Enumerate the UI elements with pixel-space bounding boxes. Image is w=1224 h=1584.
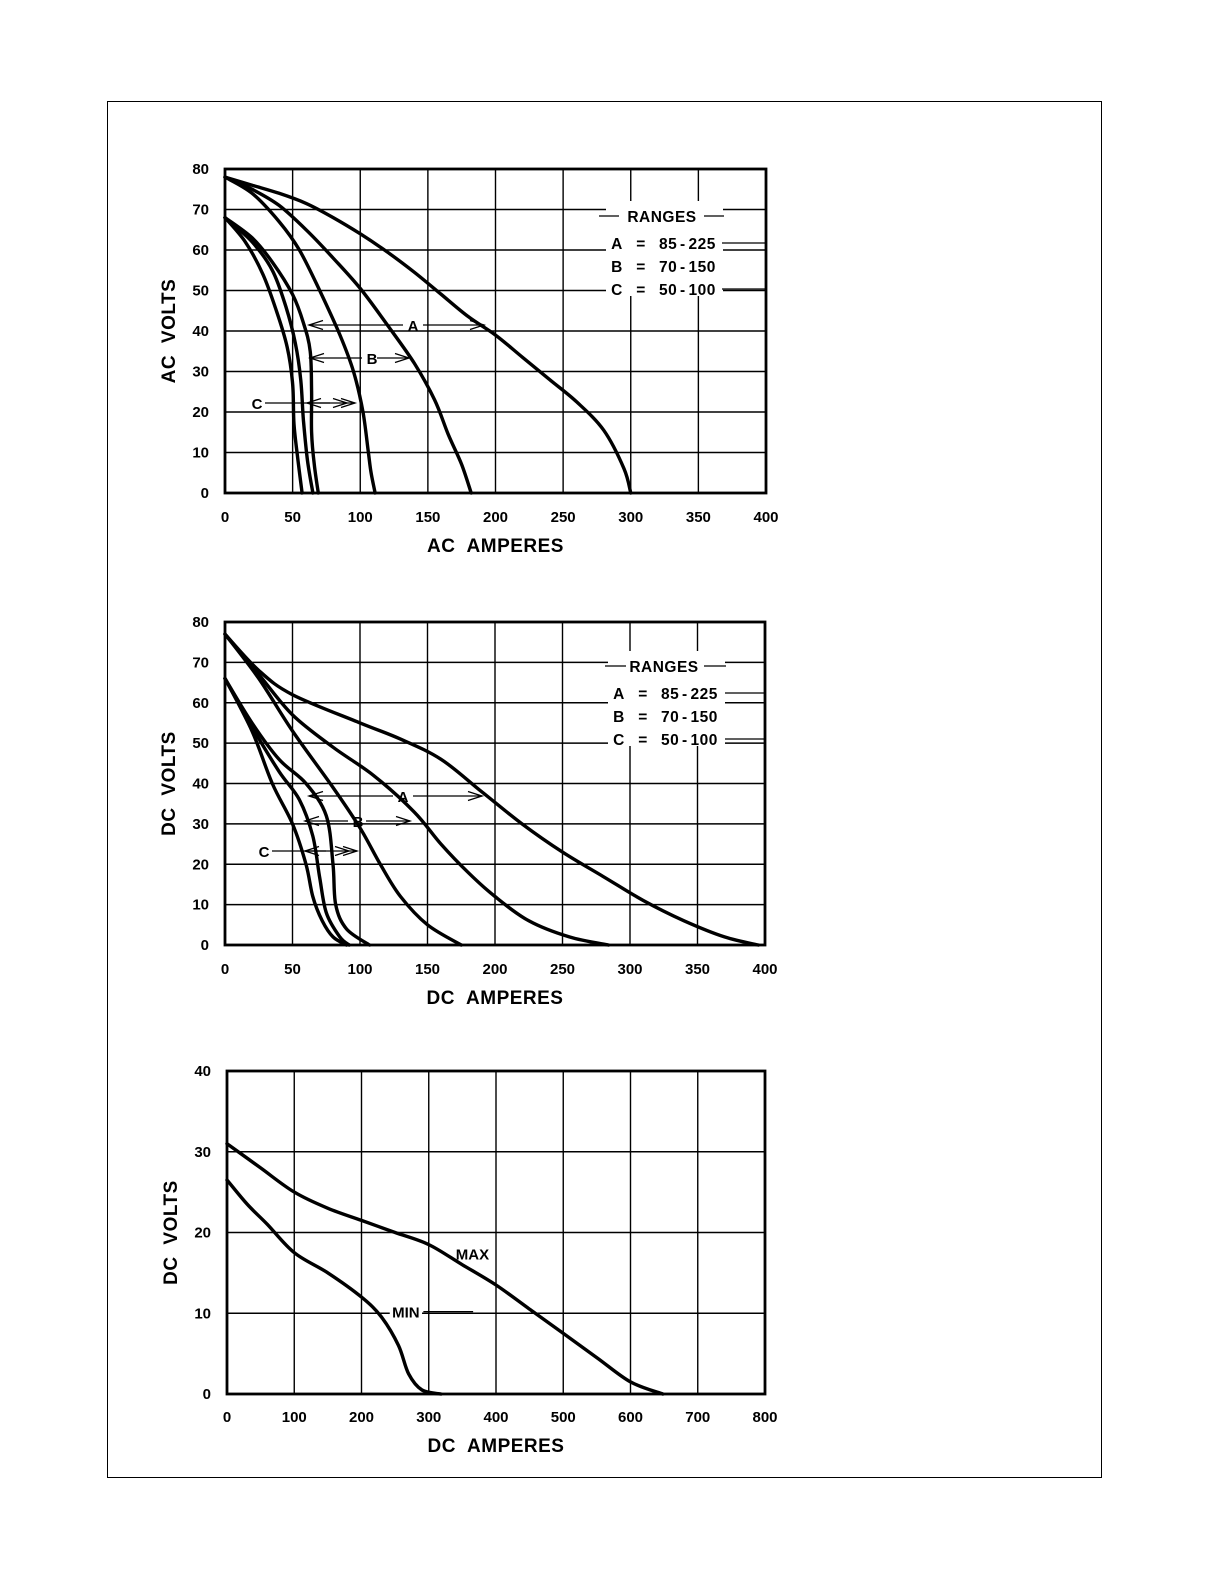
- y-tick-label: 70: [192, 654, 209, 672]
- y-tick-label: 40: [192, 323, 209, 340]
- x-tick-label: 200: [348, 1409, 375, 1426]
- y-tick-label: 10: [194, 1305, 211, 1323]
- x-tick-label: 0: [220, 961, 230, 978]
- legend-letter-a: A: [611, 236, 623, 253]
- legend-equals: =: [636, 259, 646, 276]
- x-tick-label: 250: [549, 961, 576, 978]
- legend-title: RANGES: [627, 209, 697, 226]
- legend-range-a: 85 - 225: [661, 686, 718, 703]
- y-tick-label: 30: [192, 363, 209, 381]
- x-axis-title: AC AMPERES: [427, 536, 564, 557]
- x-axis-title: DC AMPERES: [427, 1436, 565, 1457]
- x-tick-label: 100: [347, 509, 373, 526]
- annotation-label-b: B: [352, 814, 364, 831]
- x-tick-label: 500: [550, 1409, 576, 1426]
- annotation-label-a: A: [397, 789, 409, 806]
- legend-title: RANGES: [629, 659, 699, 676]
- legend-range-b: 70 - 150: [659, 259, 716, 276]
- y-tick-label: 70: [192, 201, 209, 219]
- x-tick-label: 100: [347, 961, 373, 978]
- x-tick-label: 600: [617, 1409, 644, 1426]
- legend-range-c: 50 - 100: [661, 732, 718, 749]
- legend-equals: =: [638, 732, 648, 749]
- legend-letter-a: A: [613, 686, 625, 703]
- legend-letter-b: B: [613, 709, 625, 726]
- x-axis-title: DC AMPERES: [426, 988, 564, 1009]
- x-tick-label: 150: [415, 509, 441, 526]
- y-tick-label: 50: [192, 282, 209, 300]
- y-tick-label: 10: [192, 896, 209, 914]
- x-tick-label: 0: [220, 509, 230, 526]
- x-tick-label: 0: [222, 1409, 232, 1426]
- y-tick-label: 10: [192, 444, 209, 462]
- x-tick-label: 700: [685, 1409, 711, 1426]
- x-tick-label: 150: [414, 961, 441, 978]
- x-tick-label: 800: [752, 1409, 778, 1426]
- legend-equals: =: [636, 236, 646, 253]
- series-line-max: [227, 1144, 663, 1394]
- y-axis-title: DC VOLTS: [161, 1180, 182, 1285]
- legend-range-c: 50 - 100: [659, 282, 716, 299]
- annotation-label-c: C: [251, 396, 263, 413]
- x-tick-label: 50: [284, 509, 301, 526]
- y-tick-label: 20: [192, 404, 209, 421]
- y-tick-label: 20: [192, 856, 209, 874]
- y-tick-label: 50: [192, 735, 209, 753]
- legend-range-a: 85 - 225: [659, 236, 716, 253]
- y-tick-label: 0: [200, 937, 209, 954]
- y-tick-label: 60: [192, 242, 209, 259]
- x-tick-label: 50: [284, 961, 301, 978]
- x-tick-label: 200: [482, 961, 508, 978]
- legend-equals: =: [636, 282, 646, 299]
- legend-letter-c: C: [613, 732, 625, 749]
- legend-range-b: 70 - 150: [661, 709, 718, 726]
- annotation-label-c: C: [258, 844, 270, 861]
- annotation-label-b: B: [366, 351, 378, 368]
- annotation-label-a: A: [407, 318, 419, 335]
- x-tick-label: 250: [550, 509, 576, 526]
- y-tick-label: 0: [200, 485, 209, 502]
- x-tick-label: 400: [483, 1409, 509, 1426]
- series-label-min: MIN: [392, 1304, 420, 1322]
- x-tick-label: 100: [281, 1409, 307, 1426]
- legend-letter-c: C: [611, 282, 623, 299]
- x-tick-label: 350: [684, 961, 711, 978]
- y-tick-label: 80: [192, 161, 209, 178]
- y-tick-label: 80: [192, 614, 209, 631]
- y-tick-label: 30: [192, 815, 209, 833]
- y-tick-label: 40: [194, 1063, 211, 1080]
- series-label-max: MAX: [455, 1246, 490, 1264]
- y-tick-label: 20: [194, 1224, 211, 1242]
- y-tick-label: 40: [192, 775, 209, 793]
- x-tick-label: 400: [753, 509, 779, 526]
- x-tick-label: 200: [482, 509, 509, 526]
- x-tick-label: 300: [416, 1409, 442, 1426]
- legend-equals: =: [638, 686, 648, 703]
- x-tick-label: 350: [685, 509, 711, 526]
- legend-equals: =: [638, 709, 648, 726]
- y-tick-label: 30: [194, 1143, 211, 1161]
- y-axis-title: DC VOLTS: [159, 731, 180, 836]
- y-axis-title: AC VOLTS: [159, 278, 180, 384]
- x-tick-label: 400: [752, 961, 778, 978]
- x-tick-label: 300: [618, 509, 644, 526]
- legend-letter-b: B: [611, 259, 623, 276]
- y-tick-label: 0: [202, 1386, 211, 1403]
- x-tick-label: 300: [617, 961, 643, 978]
- y-tick-label: 60: [192, 694, 209, 712]
